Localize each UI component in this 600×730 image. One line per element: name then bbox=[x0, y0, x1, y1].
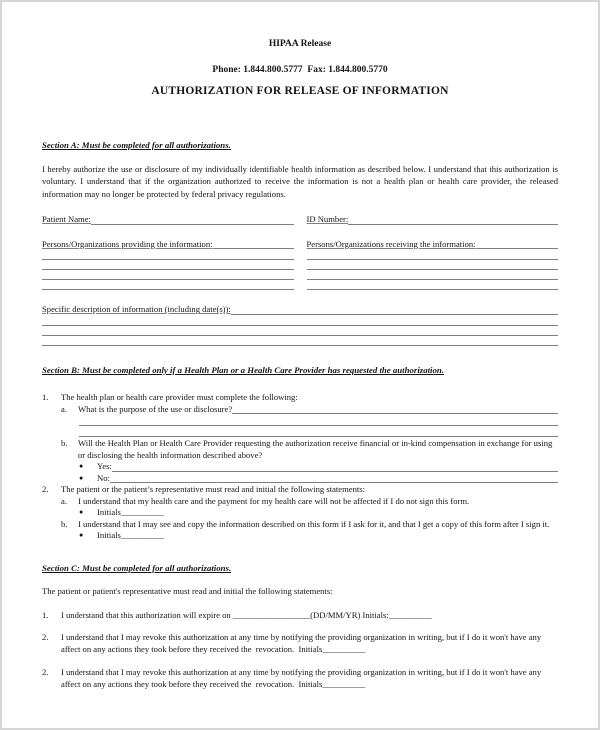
writing-line[interactable] bbox=[42, 270, 294, 280]
writing-line[interactable] bbox=[42, 316, 558, 326]
main-title: AUTHORIZATION FOR RELEASE OF INFORMATION bbox=[151, 85, 449, 97]
writing-line[interactable] bbox=[42, 336, 558, 346]
id-number-label: ID Number: bbox=[306, 214, 349, 225]
receiving-label: Persons/Organizations receiving the information: bbox=[306, 238, 476, 249]
receiving-field[interactable] bbox=[476, 248, 558, 249]
doc-contact-line: Phone: 1.844.800.5777 Fax: 1.844.800.5770 bbox=[212, 64, 388, 75]
initials-field[interactable]: Initials__________ bbox=[97, 507, 164, 518]
bullet-icon: ● bbox=[79, 473, 84, 482]
item-text: The health plan or health care provider must complete the following: bbox=[61, 392, 298, 403]
yes-label: Yes: bbox=[97, 461, 112, 472]
no-label: No: bbox=[97, 472, 110, 483]
item-text: The patient or the patient’s representative must read and initial the following statements: bbox=[61, 484, 366, 495]
c-item-1 bbox=[42, 610, 558, 622]
providing-column bbox=[42, 239, 294, 291]
item-text: I understand that this authorization will expire on __________________(DD/MM/YR) Initials:__________ bbox=[61, 609, 432, 620]
yes-row bbox=[79, 461, 558, 473]
purpose-question: What is the purpose of the use or disclosure? bbox=[78, 403, 233, 414]
section-a-intro: I hereby authorize the use or disclosure of my individually identifiable health information as described below. I understand that this authorization is voluntary. I understand that if the organization authorized to receive the information is not a health plan or health care provider, the released information may no longer be protected by federal privacy regulations. bbox=[42, 164, 558, 199]
bullet-icon: ● bbox=[79, 531, 84, 540]
description-block bbox=[42, 304, 558, 346]
providing-field[interactable] bbox=[213, 248, 294, 249]
b-item-2b bbox=[61, 519, 558, 531]
c-item-3 bbox=[42, 667, 558, 690]
writing-line[interactable] bbox=[42, 260, 294, 270]
bullet-icon: ● bbox=[79, 508, 84, 517]
item-number: 1. bbox=[42, 392, 49, 403]
item-letter: a. bbox=[61, 403, 67, 414]
initials-field[interactable]: Initials__________ bbox=[97, 530, 164, 541]
b-item-2a bbox=[61, 496, 558, 508]
item-number: 1. bbox=[42, 609, 49, 620]
organizations-row bbox=[42, 239, 558, 291]
item-letter: a. bbox=[61, 495, 67, 506]
item-number: 2. bbox=[42, 667, 49, 678]
writing-line[interactable] bbox=[307, 270, 559, 280]
writing-line[interactable] bbox=[307, 260, 559, 270]
name-id-row bbox=[42, 214, 558, 226]
writing-line[interactable] bbox=[79, 426, 558, 437]
no-field[interactable] bbox=[110, 482, 558, 483]
initials-row bbox=[79, 530, 558, 542]
yes-field[interactable] bbox=[112, 471, 558, 472]
patient-name-field[interactable] bbox=[91, 224, 294, 225]
writing-line[interactable] bbox=[42, 326, 558, 336]
section-c-heading: Section C: Must be completed for all authorizations. bbox=[42, 562, 232, 573]
section-b-heading: Section B: Must be completed only if a Health Plan or a Health Care Provider has requested the authorization. bbox=[42, 364, 444, 375]
item-text: I understand that my health care and the payment for my health care will not be affected if I do not sign this form. bbox=[78, 495, 470, 506]
c-item-2 bbox=[42, 632, 558, 655]
receiving-column bbox=[307, 239, 559, 291]
initials-row bbox=[79, 507, 558, 519]
writing-line[interactable] bbox=[307, 280, 559, 290]
item-text: I understand that I may revoke this authorization at any time by notifying the providing organization in writing, but if I do it won't have any affect on any actions they took before they received the revocation. Initials__________ bbox=[61, 632, 542, 654]
item-number: 2. bbox=[42, 632, 49, 643]
patient-name-label: Patient Name: bbox=[42, 214, 91, 225]
no-row bbox=[79, 473, 558, 485]
b-item-2 bbox=[42, 484, 558, 496]
writing-line[interactable] bbox=[42, 280, 294, 290]
description-field[interactable] bbox=[231, 314, 558, 315]
description-label: Specific description of information (including date(s)): bbox=[42, 304, 231, 315]
providing-label: Persons/Organizations providing the information: bbox=[42, 238, 213, 249]
writing-line[interactable] bbox=[42, 250, 294, 260]
b-item-1a bbox=[61, 404, 558, 416]
item-letter: b. bbox=[61, 518, 68, 529]
section-a-heading: Section A: Must be completed for all authorizations. bbox=[42, 139, 231, 150]
purpose-field[interactable] bbox=[232, 413, 558, 414]
item-number: 2. bbox=[42, 484, 49, 495]
item-text: I understand that I may revoke this authorization at any time by notifying the providing organization in writing, but if I do it won't have any affect on any actions they took before they received the revocation. Initials__________ bbox=[61, 667, 542, 689]
bullet-icon: ● bbox=[79, 462, 84, 471]
b-item-1b bbox=[61, 438, 558, 461]
section-c-intro: The patient or patient's representative must read and initial the following statements: bbox=[42, 586, 333, 597]
writing-line[interactable] bbox=[79, 415, 558, 426]
id-number-field[interactable] bbox=[348, 224, 558, 225]
item-text: Will the Health Plan or Health Care Provider requesting the authorization receive financial or in-kind compensation in exchange for using or disclosing the health information described above? bbox=[78, 438, 553, 460]
item-letter: b. bbox=[61, 438, 68, 449]
item-text: I understand that I may see and copy the information described on this form if I ask for it, and that I get a copy of this form after I sign it. bbox=[78, 518, 550, 529]
doc-title: HIPAA Release bbox=[268, 39, 332, 49]
writing-line[interactable] bbox=[307, 250, 559, 260]
b-item-1 bbox=[42, 392, 558, 404]
